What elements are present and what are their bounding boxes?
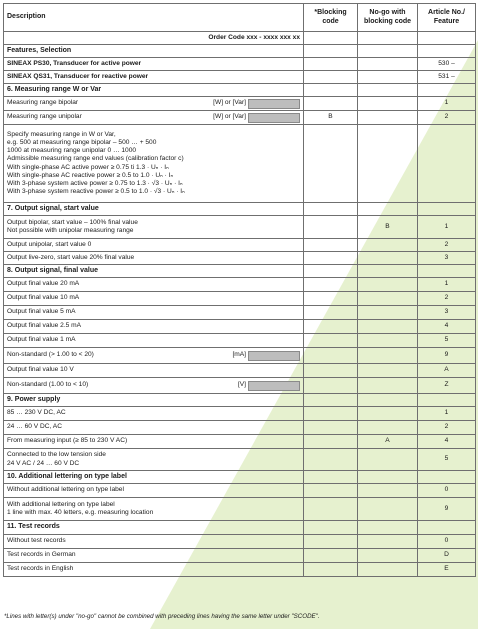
header-nogo: No-go with blocking code [358,4,418,32]
section-8-heading-row [4,265,476,278]
option-row[interactable] [4,278,476,292]
order-code-row [4,32,476,45]
option-row[interactable] [4,435,476,449]
value-input-box[interactable] [248,99,300,109]
note-line: With single-phase AC active power ≥ 0.75 ti 1.3 · Uₙ · Iₙ [7,163,169,171]
article-code: 0 [418,484,476,498]
option-label: Test records in English [4,563,304,577]
option-row[interactable] [4,348,476,364]
option-sublabel: 24 V AC / 24 … 60 V DC [7,459,80,467]
option-sublabel: Not possible with unipolar measuring range [7,227,134,234]
section-title: 7. Output signal, start value [4,203,304,216]
blocking-code-cell [304,97,358,111]
article-code: 530 – [418,58,476,71]
product-name: SINEAX QS31 [7,72,51,80]
product-desc: , Transducer for active power [49,59,142,67]
measuring-range-notes [4,125,304,203]
option-label: Measuring range bipolar [7,99,79,107]
article-code: E [418,563,476,577]
note-line: With 3-phase system active power ≥ 0.75 to 1.3 · √3 · Uₙ · Iₙ [7,179,183,187]
option-row[interactable] [4,334,476,348]
section-title: 10. Additional lettering on type label [4,471,304,484]
notes-row [4,125,476,203]
option-row[interactable] [4,306,476,320]
unit-label: [mA] [232,351,246,359]
note-line: With single-phase AC reactive power ≥ 0.5 to 1.0 · Uₙ · Iₙ [7,171,174,179]
option-row[interactable] [4,216,476,239]
product-row [4,58,476,71]
option-label: Output final value 10 mA [4,292,304,306]
article-code: 2 [418,239,476,252]
header-description: Description [4,4,304,32]
option-label: 24 … 60 V DC, AC [4,421,304,435]
article-code: 2 [418,421,476,435]
option-row[interactable] [4,364,476,378]
option-row[interactable] [4,535,476,549]
value-input-box[interactable] [248,381,300,391]
section-6-heading-row [4,84,476,97]
unit-label: [V] [237,381,246,389]
unit-label: [W] or [Var] [213,99,246,107]
option-label: Output bipolar, start value – 100% final value [7,218,138,226]
note-line: With 3-phase system reactive power ≥ 0.5 to 1.0 · √3 · Uₙ · Iₙ [7,187,185,195]
option-row[interactable] [4,563,476,577]
article-code: 4 [418,435,476,449]
article-code: 5 [418,334,476,348]
article-code: 1 [418,278,476,292]
header-article-no: Article No./ Feature [418,4,476,32]
blocking-code-cell: B [304,111,358,125]
option-label: Output live-zero, start value 20% final value [4,252,304,265]
option-label: From measuring input (≥ 85 to 230 V AC) [4,435,304,449]
nogo-code-cell: A [358,435,418,449]
option-label: Output unipolar, start value 0 [4,239,304,252]
note-line: Admissible measuring range end values (calibration factor c) [7,155,184,163]
section-title: 6. Measuring range W or Var [4,84,304,97]
note-line: Specify measuring range in W or Var, [7,131,116,139]
option-row[interactable] [4,239,476,252]
section-title: 9. Power supply [4,394,304,407]
option-row[interactable] [4,252,476,265]
option-label: Non-standard (> 1.00 to < 20) [7,351,94,359]
unit-label: [W] or [Var] [213,113,246,121]
article-code: 1 [418,216,476,239]
nogo-code-cell: B [358,216,418,239]
article-code: 0 [418,535,476,549]
article-code: Z [418,378,476,394]
option-label: Output final value 20 mA [4,278,304,292]
value-input-box[interactable] [248,113,300,123]
option-label: Test records in German [4,549,304,563]
option-row[interactable] [4,97,476,111]
option-row[interactable] [4,292,476,306]
section-9-heading-row [4,394,476,407]
article-code: 2 [418,111,476,125]
article-code: 1 [418,97,476,111]
option-label: 85 … 230 V DC, AC [4,407,304,421]
product-name: SINEAX PS30 [7,59,50,67]
option-row[interactable] [4,111,476,125]
option-label: Output final value 10 V [4,364,304,378]
section-title: 11. Test records [4,521,304,535]
option-row[interactable] [4,421,476,435]
article-code: 531 – [418,71,476,84]
option-label: Without additional lettering on type label [4,484,304,498]
option-sublabel: 1 line with max. 40 letters, e.g. measuring location [7,509,154,516]
article-code: 3 [418,252,476,265]
product-desc: , Transducer for reactive power [50,72,149,80]
article-code: 1 [418,407,476,421]
option-label: Non-standard (1.00 to < 10) [7,381,89,389]
article-code: 9 [418,498,476,521]
option-label: Output final value 5 mA [4,306,304,320]
option-label: Measuring range unipolar [7,113,82,121]
section-7-heading-row [4,203,476,216]
value-input-box[interactable] [248,351,300,361]
article-code: 9 [418,348,476,364]
note-line: 1000 at measuring range unipolar 0 … 1000 [7,147,137,155]
option-row[interactable] [4,549,476,563]
order-code-label: Order Code xxx - xxxx xxx xx [4,32,304,45]
option-label: Without test records [4,535,304,549]
features-row [4,45,476,58]
note-line: e.g. 500 at measuring range bipolar – 500 … + 500 [7,139,157,147]
option-row[interactable] [4,378,476,394]
option-row[interactable] [4,498,476,521]
option-row[interactable] [4,320,476,334]
article-code: 4 [418,320,476,334]
option-label: Connected to the low tension side [7,451,106,459]
option-row[interactable] [4,449,476,471]
footnote: *Lines with letter(s) under "no-go" cannot be combined with preceding lines having the same letter under "SCODE". [4,613,320,620]
article-code: 3 [418,306,476,320]
option-label: With additional lettering on type label [7,500,115,508]
option-row[interactable] [4,484,476,498]
option-label: Output final value 2.5 mA [4,320,304,334]
table-header-row [4,4,476,32]
section-title: 8. Output signal, final value [4,265,304,278]
order-code-table [3,3,476,577]
product-label [4,71,304,84]
section-10-heading-row [4,471,476,484]
article-code: A [418,364,476,378]
article-code: D [418,549,476,563]
option-row[interactable] [4,407,476,421]
features-heading: Features, Selection [4,45,304,58]
article-code: 5 [418,449,476,471]
product-row [4,71,476,84]
product-label [4,58,304,71]
section-11-heading-row [4,521,476,535]
header-blocking-code: *Blocking code [304,4,358,32]
option-label: Output final value 1 mA [4,334,304,348]
article-code: 2 [418,292,476,306]
